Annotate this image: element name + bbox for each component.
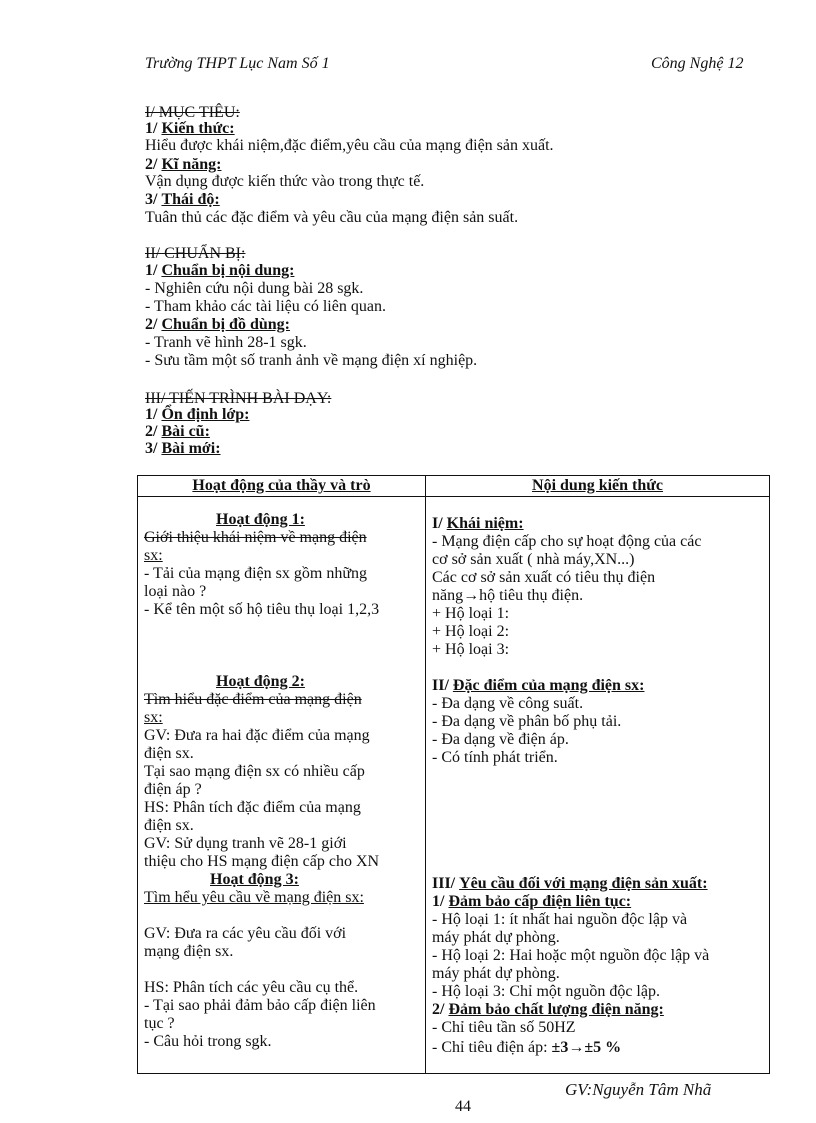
activity-3-line: Tìm hểu yêu cầu về mạng điện sx: <box>144 889 364 906</box>
activity-1-line: Giới thiệu khái niệm về mạng điện <box>144 529 367 546</box>
content-3-sub-2: 2/ Đảm bảo chất lượng điện năng: <box>432 1001 664 1018</box>
col-header-activities: Hoạt động của thầy và trò <box>138 476 426 497</box>
activity-3-line: GV: Đưa ra các yêu cầu đối với <box>144 925 347 942</box>
section-3-title: III/ TIẾN TRÌNH BÀI DẠY: <box>145 390 332 407</box>
section-2-2-heading: 2/ Chuẩn bị đồ dùng: <box>145 316 290 333</box>
activity-3-line: tục ? <box>144 1015 175 1032</box>
teacher-name: GV:Nguyễn Tâm Nhã <box>565 1080 712 1099</box>
content-2-title: II/ Đặc điểm của mạng điện sx: <box>432 677 645 694</box>
col-header-content: Nội dung kiến thức <box>426 476 770 497</box>
content-1-line: cơ sở sản xuất ( nhà máy,XN...) <box>432 551 635 568</box>
activity-2-line: điện sx. <box>144 745 194 762</box>
activity-1-line: sx: <box>144 547 163 564</box>
activity-2-line: HS: Phân tích đặc điểm của mạng <box>144 799 361 816</box>
activity-1-line: loại nào ? <box>144 583 207 600</box>
section-2-1-heading: 1/ Chuẩn bị nội dung: <box>145 262 295 279</box>
activity-2-line: Tìm hiểu đặc điểm của mạng điện <box>144 691 362 708</box>
content-2-line: - Đa dạng về phân bố phụ tải. <box>432 713 622 730</box>
content-3-sub-1: 1/ Đảm bảo cấp điện liên tục: <box>432 893 632 910</box>
page-number: 44 <box>455 1098 471 1115</box>
activity-2-line: Tại sao mạng điện sx có nhiều cấp <box>144 763 365 780</box>
activities-cell <box>138 497 425 1073</box>
content-1-title: I/ Khái niệm: <box>432 515 524 532</box>
section-2-1-item-b: - Tham khảo các tài liệu có liên quan. <box>145 298 386 315</box>
activity-2-line: thiệu cho HS mạng điện cấp cho XN <box>144 853 380 870</box>
section-1-2-heading: 2/ Kĩ năng: <box>145 156 222 173</box>
voltage-range: ±3→±5 % <box>551 1039 622 1056</box>
content-1-line: - Mạng điện cấp cho sự hoạt động của các <box>432 533 702 550</box>
content-cell <box>426 497 769 1073</box>
activity-2-line: GV: Đưa ra hai đặc điểm của mạng <box>144 727 370 744</box>
section-3-2-heading: 2/ Bài cũ: <box>145 423 210 440</box>
activity-3-line: mạng điện sx. <box>144 943 234 960</box>
content-2-line: - Đa dạng về công suất. <box>432 695 584 712</box>
section-1-3-heading: 3/ Thái độ: <box>145 191 220 208</box>
content-3-line: máy phát dự phòng. <box>432 929 560 946</box>
section-2-title: II/ CHUẨN BỊ: <box>145 245 246 262</box>
section-2-2-item-b: - Sưu tầm một số tranh ảnh về mạng điện xí nghiệp. <box>145 352 478 369</box>
activity-3-line: - Câu hỏi trong sgk. <box>144 1033 272 1050</box>
activity-1-line: - Kể tên một số hộ tiêu thụ loại 1,2,3 <box>144 601 380 618</box>
section-3-1-heading: 1/ Ổn định lớp: <box>145 406 250 423</box>
lesson-table <box>137 475 770 1074</box>
section-2-1-item-a: - Nghiên cứu nội dung bài 28 sgk. <box>145 280 364 297</box>
section-1-title: I/ MỤC TIÊU: <box>145 104 240 121</box>
subject-name: Công Nghệ 12 <box>651 55 744 72</box>
content-2-line: - Đa dạng về điện áp. <box>432 731 569 748</box>
activity-3-line: HS: Phân tích các yêu cầu cụ thể. <box>144 979 359 996</box>
content-1-line: năng→hộ tiêu thụ điện. <box>432 587 584 604</box>
content-3-line: - Hộ loại 2: Hai hoặc một nguồn độc lập và <box>432 947 710 964</box>
activity-2-line: GV: Sử dụng tranh vẽ 28-1 giới <box>144 835 347 852</box>
content-3-line: - Hộ loại 1: ít nhất hai nguồn độc lập và <box>432 911 688 928</box>
school-name: Trường THPT Lục Nam Số 1 <box>145 55 330 72</box>
activity-3-title: Hoạt động 3: <box>210 871 299 888</box>
section-1-2-text: Vận dụng được kiến thức vào trong thực tế. <box>145 173 425 190</box>
content-3-line: - Chỉ tiêu tần số 50HZ <box>432 1019 576 1036</box>
activity-1-title: Hoạt động 1: <box>216 511 305 528</box>
activity-2-line: sx: <box>144 709 163 726</box>
section-1-1-heading: 1/ Kiến thức: <box>145 120 235 137</box>
content-1-line: + Hộ loại 3: <box>432 641 510 658</box>
content-2-line: - Có tính phát triển. <box>432 749 558 766</box>
content-3-title: III/ Yêu cầu đối với mạng điện sản xuất: <box>432 875 708 892</box>
activity-2-title: Hoạt động 2: <box>216 673 305 690</box>
content-1-line: Các cơ sở sản xuất có tiêu thụ điện <box>432 569 656 586</box>
content-1-line: + Hộ loại 2: <box>432 623 510 640</box>
section-1-1-text: Hiểu được khái niệm,đặc điểm,yêu cầu của mạng điện sản xuất. <box>145 137 554 154</box>
section-1-3-text: Tuân thủ các đặc điểm và yêu cầu của mạng điện sản suất. <box>145 209 519 226</box>
arrow-right-icon: → <box>463 587 480 604</box>
activity-1-line: - Tải của mạng điện sx gồm những <box>144 565 367 582</box>
activity-2-line: điện áp ? <box>144 781 202 798</box>
section-2-2-item-a: - Tranh vẽ hình 28-1 sgk. <box>145 334 307 351</box>
content-3-line: - Hộ loại 3: Chỉ một nguồn độc lập. <box>432 983 660 1000</box>
content-3-line: - Chỉ tiêu điện áp: ±3→±5 % <box>432 1039 622 1056</box>
content-1-line: + Hộ loại 1: <box>432 605 510 622</box>
section-3-3-heading: 3/ Bài mới: <box>145 440 221 457</box>
activity-2-line: điện sx. <box>144 817 194 834</box>
content-3-line: máy phát dự phòng. <box>432 965 560 982</box>
activity-3-line: - Tại sao phải đảm bảo cấp điện liên <box>144 997 376 1014</box>
